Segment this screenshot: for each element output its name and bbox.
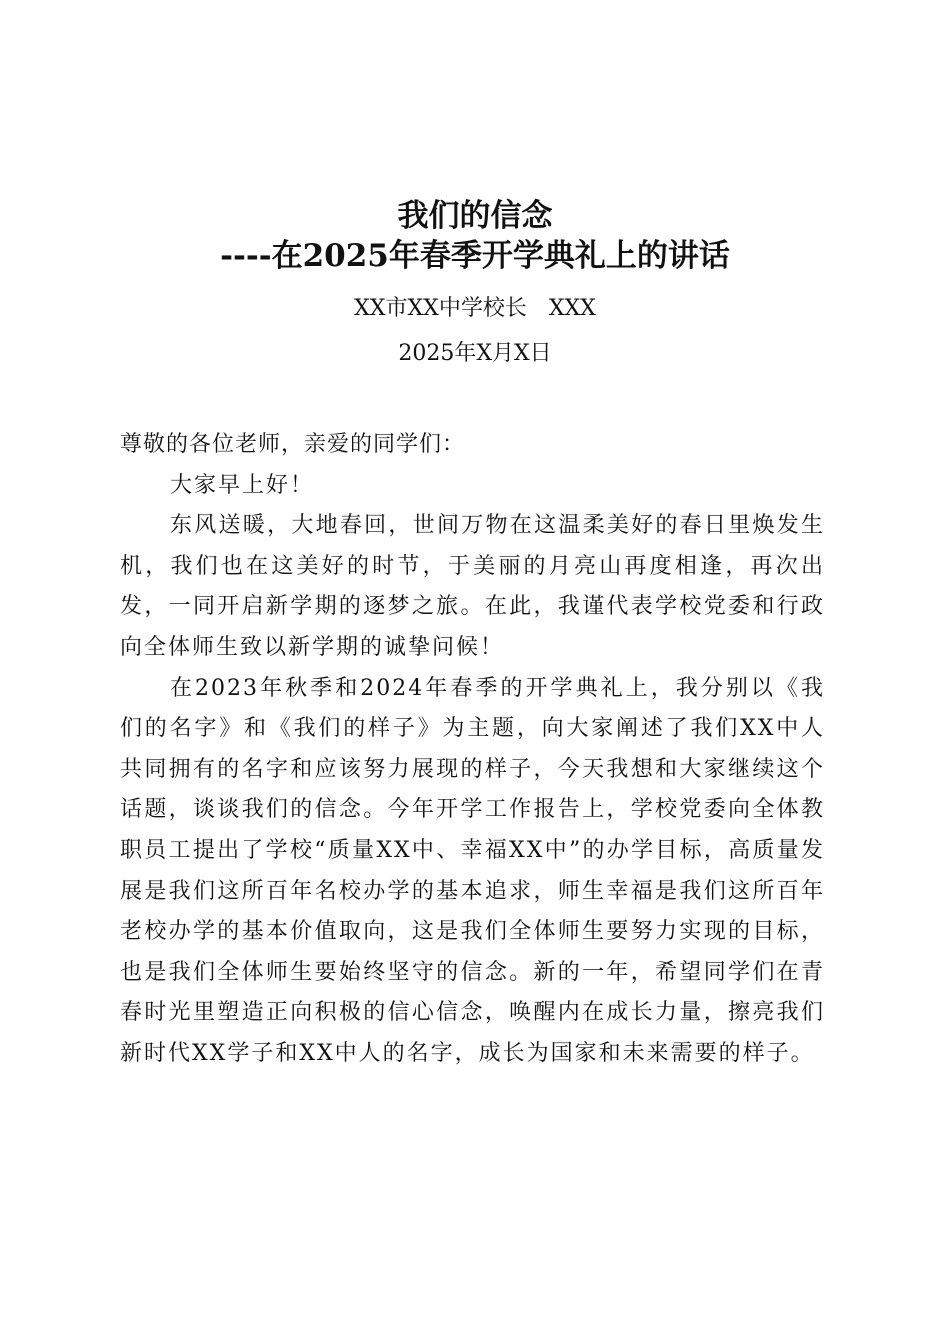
paragraph-greeting: 大家早上好！ bbox=[170, 472, 315, 498]
speech-body bbox=[120, 425, 825, 1075]
paragraph-beliefs: 在2023年秋季和2024年春季的开学典礼上，我分别以《我们的名字》和《我们的样子》为主题，向大家阐述了我们XX中人共同拥有的名字和应该努力展现的样子，今天我想和大家继续这个话题，谈谈我们的信念。今年开学工作报告上，学校党委向全体教职员工提出了学校“质量XX中、幸福XX中”的办学目标，高质量发展是我们这所百年名校办学的基本追求，师生幸福是我们这所百年老校办学的基本价值取向，这是我们全体师生要努力实现的目标，也是我们全体师生要始终坚守的信念。新的一年，希望同学们在青春时光里塑造正向积极的信心信念，唤醒内在成长力量，擦亮我们新时代XX学子和XX中人的名字，成长为国家和未来需要的样子。 bbox=[120, 675, 825, 1066]
paragraph-opening: 东风送暖，大地春回，世间万物在这温柔美好的春日里焕发生机，我们也在这美好的时节，于美丽的月亮山再度相逢，再次出发，一同开启新学期的逐梦之旅。在此，我谨代表学校党委和行政向全体师生致以新学期的诚挚问候！ bbox=[120, 513, 825, 660]
document-title: 我们的信念 bbox=[397, 198, 553, 234]
date-line: 2025年X月X日 bbox=[398, 341, 552, 366]
author-line: XX市XX中学校长 XXX bbox=[354, 296, 596, 321]
document-subtitle: ----在2025年春季开学典礼上的讲话 bbox=[220, 238, 730, 274]
salutation: 尊敬的各位老师，亲爱的同学们： bbox=[120, 432, 466, 457]
title-block bbox=[0, 196, 950, 276]
